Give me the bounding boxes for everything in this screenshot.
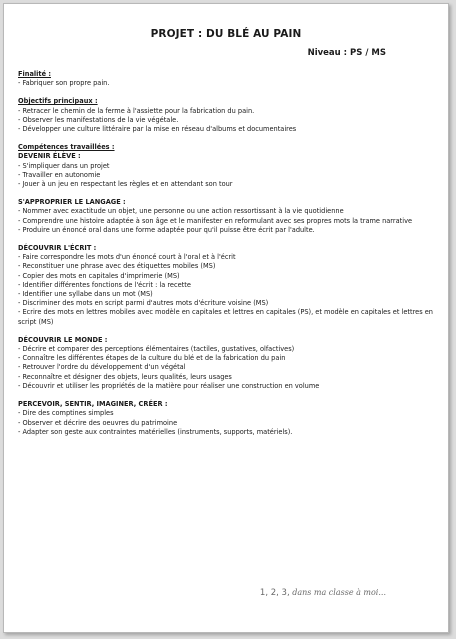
list-item: - Identifier une syllabe dans un mot (MS)	[18, 290, 153, 299]
list-item: - Connaître les différentes étapes de la culture du blé et de la fabrication du pain	[18, 354, 286, 363]
list-item: - Adapter son geste aux contraintes matérielles (instruments, supports, matériels).	[18, 427, 293, 436]
footer-numbers: 1, 2, 3,	[259, 588, 290, 598]
list-item: - Reconstituer une phrase avec des étiquettes mobiles (MS)	[18, 262, 216, 271]
group-percevoir	[18, 400, 438, 437]
list-item: - Fabriquer son propre pain.	[18, 79, 110, 88]
list-item: - Nommer avec exactitude un objet, une personne ou une action ressortissant à la vie quotidienne	[18, 207, 344, 216]
list-item: - S'impliquer dans un projet	[18, 161, 110, 170]
list-item: - Comprendre une histoire adaptée à son âge et le manifester en reformulant avec ses propres mots la trame narrative	[18, 216, 413, 225]
page-title: PROJET : DU BLÉ AU PAIN	[150, 28, 302, 40]
level-label: Niveau : PS / MS	[307, 48, 386, 58]
list-item: - Travailler en autonomie	[18, 170, 101, 179]
document-page	[3, 3, 449, 633]
list-item: - Découvrir et utiliser les propriétés de la matière pour réaliser une construction en volume	[18, 381, 320, 390]
list-item: - Observer les manifestations de la vie végétale.	[18, 115, 179, 124]
list-item: - Faire correspondre les mots d'un énoncé court à l'oral et à l'écrit	[18, 253, 236, 262]
list-item: - Retracer le chemin de la ferme à l'assiette pour la fabrication du pain.	[18, 106, 255, 115]
document-body	[18, 70, 438, 446]
group-ecrit	[18, 244, 438, 327]
group-devenir-eleve	[18, 152, 438, 189]
footer-text: dans ma classe à moi...	[292, 588, 386, 597]
list-item: - Retrouver l'ordre du développement d'un végétal	[18, 363, 186, 372]
list-item: - Identifier différentes fonctions de l'écrit : la recette	[18, 280, 191, 289]
group-langage	[18, 198, 438, 235]
list-item: - Observer et décrire des oeuvres du patrimoine	[18, 418, 178, 427]
section-finalite	[18, 70, 438, 88]
section-objectifs	[18, 97, 438, 134]
group-title: DÉCOUVRIR L'ÉCRIT :	[18, 244, 97, 253]
list-item: - Copier des mots en capitales d'imprimerie (MS)	[18, 271, 180, 280]
list-item: - Discriminer des mots en script parmi d'autres mots d'écriture voisine (MS)	[18, 299, 269, 308]
list-item: - Développer une culture littéraire par la mise en réseau d'albums et documentaires	[18, 125, 297, 134]
section-heading: Finalité :	[18, 70, 51, 78]
list-item: - Reconnaître et désigner des objets, leurs qualités, leurs usages	[18, 372, 232, 381]
group-title: DÉCOUVRIR LE MONDE :	[18, 335, 108, 344]
list-item: - Jouer à un jeu en respectant les règles et en attendant son tour	[18, 180, 233, 189]
group-title: DEVENIR ÉLÈVE :	[18, 152, 81, 161]
section-competences	[18, 143, 438, 437]
section-heading: Compétences travaillées :	[18, 143, 115, 152]
section-heading: Objectifs principaux :	[18, 97, 98, 106]
list-item: - Ecrire des mots en lettres mobiles avec modèle en capitales et lettres en capitales (PS), et modèle en capitales et lettres en script (MS)	[18, 308, 433, 326]
group-title: PERCEVOIR, SENTIR, IMAGINER, CRÉER :	[18, 400, 168, 409]
list-item: - Décrire et comparer des perceptions élémentaires (tactiles, gustatives, olfactives)	[18, 345, 295, 354]
group-title: S'APPROPRIER LE LANGAGE :	[18, 198, 126, 207]
group-monde	[18, 336, 438, 391]
list-item: - Dire des comptines simples	[18, 409, 114, 418]
footer-signature	[260, 588, 386, 598]
list-item: - Produire un énoncé oral dans une forme adaptée pour qu'il puisse être écrit par l'adulte.	[18, 225, 315, 234]
